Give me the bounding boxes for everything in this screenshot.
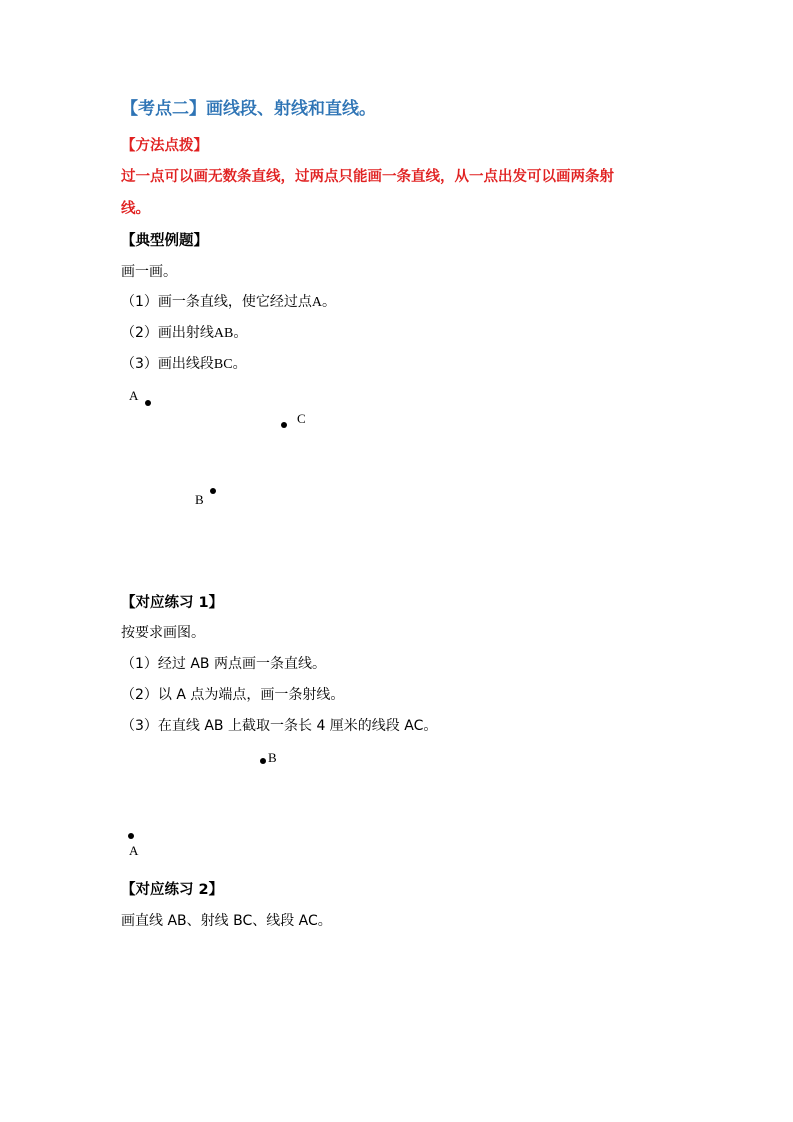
practice2-title: 【对应练习 2】 (121, 882, 224, 898)
practice1-item-2: （2）以 A 点为端点，画一条射线。 (121, 687, 345, 703)
example-point-a-label: A (129, 388, 139, 403)
practice1-item-1: （1）经过 AB 两点画一条直线。 (121, 656, 326, 672)
example-item-1 (121, 291, 336, 311)
example-title: 【典型例题】 (121, 233, 208, 249)
method-text-line2: 线。 (121, 201, 150, 217)
example-item-2 (121, 322, 247, 342)
example-item-1-ref: A (311, 295, 323, 310)
practice1-intro: 按要求画图。 (121, 625, 205, 641)
example-item-2-prefix: （2）画出射线 (121, 325, 214, 341)
method-title: 【方法点拨】 (121, 138, 208, 154)
section-heading: 【考点二】画线段、射线和直线。 (121, 99, 376, 119)
method-text-line1: 过一点可以画无数条直线，过两点只能画一条直线，从一点出发可以画两条射 (121, 169, 614, 185)
example-item-1-prefix: （1）画一条直线，使它经过点 (121, 294, 312, 310)
practice1-point-a-dot (128, 833, 134, 839)
example-point-b-dot (210, 488, 216, 494)
practice1-point-a-label: A (129, 843, 139, 858)
example-item-3 (121, 353, 247, 373)
example-point-c-label: C (297, 411, 306, 426)
practice1-point-b-dot (260, 758, 266, 764)
example-point-c-dot (281, 422, 287, 428)
example-point-a-dot (145, 400, 151, 406)
practice1-title: 【对应练习 1】 (121, 595, 224, 611)
example-intro: 画一画。 (121, 264, 177, 280)
example-point-b-label: B (195, 492, 204, 507)
practice1-point-b-label: B (268, 750, 277, 765)
example-item-2-ref: AB (213, 326, 234, 341)
practice2-text: 画直线 AB、射线 BC、线段 AC。 (121, 913, 332, 929)
example-item-2-suffix: 。 (233, 325, 248, 341)
example-item-3-ref: BC (213, 357, 233, 372)
example-item-3-suffix: 。 (232, 356, 247, 372)
example-item-3-prefix: （3）画出线段 (121, 356, 214, 372)
practice1-item-3: （3）在直线 AB 上截取一条长 4 厘米的线段 AC。 (121, 718, 438, 734)
example-item-1-suffix: 。 (322, 294, 337, 310)
